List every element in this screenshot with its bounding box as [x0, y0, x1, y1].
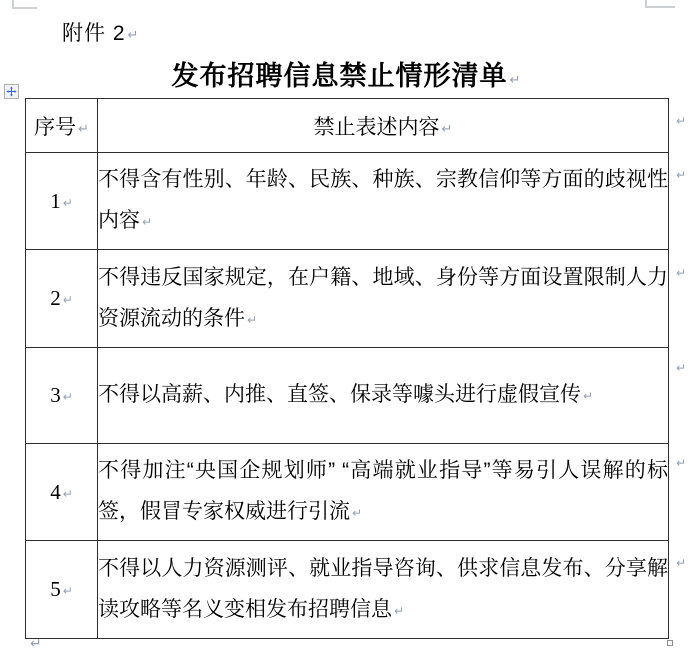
paragraph-mark-icon: ↵ [62, 390, 73, 404]
end-of-row-mark-icon: ↵ [676, 114, 687, 128]
page-corner-mark-left [12, 0, 37, 9]
page-title[interactable] [0, 54, 693, 93]
table-row [26, 153, 669, 250]
row-content-cell[interactable] [98, 348, 669, 444]
attachment-label[interactable] [62, 17, 139, 47]
row-number-cell[interactable] [26, 250, 98, 348]
paragraph-mark-icon: ↵ [62, 584, 73, 598]
header-no-text: 序号 [34, 115, 77, 139]
end-of-row-mark-icon: ↵ [676, 556, 687, 570]
row-number: 4 [50, 479, 61, 504]
paragraph-mark-icon: ↵ [142, 215, 153, 229]
row-content-cell[interactable] [98, 541, 669, 639]
paragraph-mark-icon: ↵ [394, 603, 405, 618]
row-number-cell[interactable] [26, 348, 98, 444]
row-content-cell[interactable] [98, 444, 669, 541]
end-of-row-mark-icon: ↵ [676, 456, 687, 470]
row-number: 3 [50, 383, 61, 407]
table-header-row [26, 99, 669, 153]
row-content: 不得含有性别、年龄、民族、种族、宗教信仰等方面的歧视性内容 [98, 168, 668, 232]
table-row [26, 541, 669, 639]
header-cell-no[interactable] [26, 99, 98, 153]
header-content-text: 禁止表述内容 [313, 115, 440, 139]
table-row [26, 444, 669, 541]
paragraph-mark-icon: ↵ [62, 486, 73, 501]
row-number-cell[interactable] [26, 444, 98, 541]
row-number-cell[interactable] [26, 153, 98, 250]
paragraph-mark-icon: ↵ [509, 73, 522, 88]
end-of-row-mark-icon: ↵ [676, 168, 687, 182]
end-of-row-mark-icon: ↵ [676, 266, 687, 280]
attachment-text: 附件 2 [62, 22, 126, 45]
paragraph-mark-icon: ↵ [62, 293, 73, 307]
page-corner-mark-right [645, 0, 675, 8]
move-icon [6, 86, 17, 97]
paragraph-mark-icon: ↵ [352, 506, 363, 520]
row-number: 5 [50, 577, 61, 601]
header-cell-content[interactable] [98, 99, 669, 153]
row-content-cell[interactable] [98, 250, 669, 348]
row-content: 不得以高薪、内推、直签、保录等噱头进行虚假宣传 [98, 383, 581, 406]
paragraph-mark-icon: ↵ [30, 636, 42, 652]
paragraph-mark-icon: ↵ [441, 121, 453, 137]
table-move-handle[interactable] [4, 84, 19, 99]
prohibited-items-table [25, 98, 669, 639]
row-content: 不得加注“央国企规划师” “高端就业指导”等易引人误解的标签，假冒专家权威进行引流 [98, 459, 668, 523]
row-content: 不得以人力资源测评、就业指导咨询、供求信息发布、分享解读攻略等名义变相发布招聘信息 [98, 556, 668, 621]
table-row [26, 348, 669, 444]
page-title-text: 发布招聘信息禁止情形清单 [171, 61, 508, 91]
paragraph-mark-icon: ↵ [583, 389, 594, 403]
paragraph-mark-icon: ↵ [127, 28, 140, 43]
paragraph-mark-icon: ↵ [247, 312, 258, 327]
row-number-cell[interactable] [26, 541, 98, 639]
row-content: 不得违反国家规定，在户籍、地域、身份等方面设置限制人力资源流动的条件 [98, 265, 668, 330]
row-number: 2 [50, 286, 61, 310]
end-of-row-mark-icon: ↵ [676, 361, 687, 375]
paragraph-mark-icon: ↵ [78, 121, 89, 137]
row-content-cell[interactable] [98, 153, 669, 250]
row-number: 1 [50, 188, 61, 213]
paragraph-mark-icon: ↵ [62, 195, 73, 210]
table-resize-handle[interactable] [667, 640, 673, 646]
table-row [26, 250, 669, 348]
